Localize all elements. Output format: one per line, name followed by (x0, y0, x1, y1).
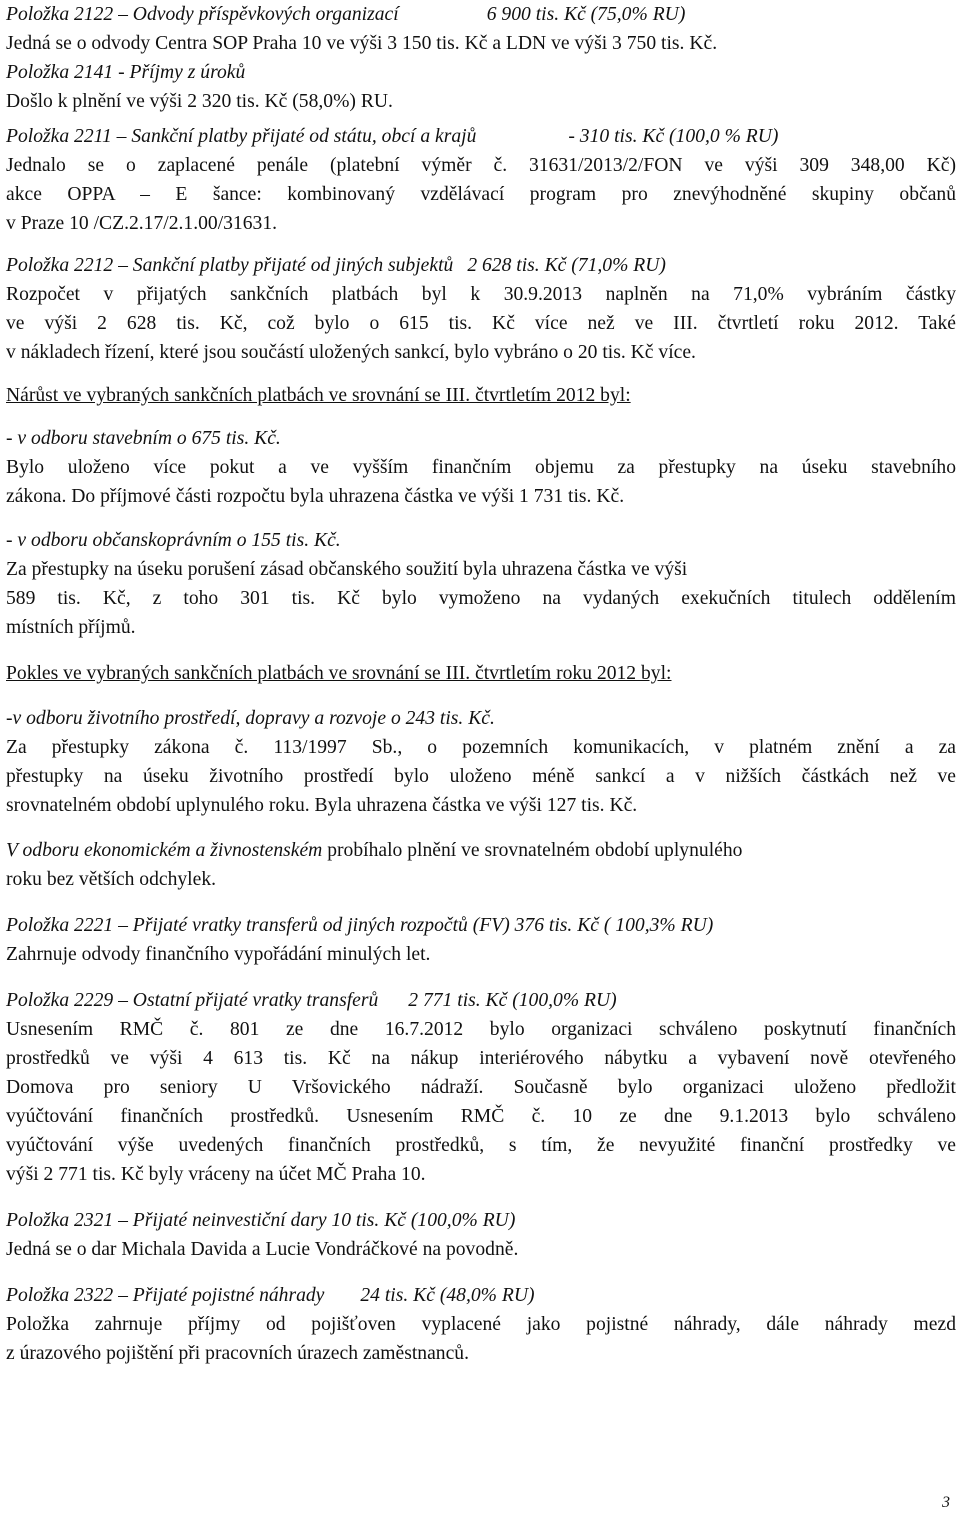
paragraph-line: Rozpočet v přijatých sankčních platbách byl k 30.9.2013 naplněn na 71,0% vybráním částky (6, 284, 956, 305)
paragraph-line: z úrazového pojištění při pracovních úrazech zaměstnanců. (6, 1343, 469, 1364)
section-heading: Položka 2321 – Přijaté neinvestiční dary 10 tis. Kč (100,0% RU) (6, 1210, 516, 1231)
paragraph-line: ve výši 2 628 tis. Kč, což bylo o 615 tis. Kč více než ve III. čtvrtletí roku 2012. Také (6, 313, 956, 334)
paragraph-line: Jedná se o odvody Centra SOP Praha 10 ve výši 3 150 tis. Kč a LDN ve výši 3 750 tis. Kč. (6, 33, 718, 54)
paragraph-line: Zahrnuje odvody finančního vypořádání minulých let. (6, 944, 431, 965)
paragraph-line: Jednalo se o zaplacené penále (platební výměr č. 31631/2013/2/FON ve výši 309 348,00 Kč) (6, 155, 956, 176)
section-heading: Položka 2229 – Ostatní přijaté vratky transferů 2 771 tis. Kč (100,0% RU) (6, 990, 617, 1011)
paragraph-line: V odboru ekonomickém a živnostenském probíhalo plnění ve srovnatelném období uplynulého (6, 840, 743, 861)
paragraph-line: vyúčtování finančních prostředků. Usnesením RMČ č. 10 ze dne 9.1.2013 bylo schváleno (6, 1106, 956, 1127)
paragraph-line: přestupky na úseku životního prostředí bylo uloženo méně sankcí a v nižších částkách než ve (6, 766, 956, 787)
paragraph-line: Za přestupky na úseku porušení zásad občanského soužití byla uhrazena částka ve výši (6, 559, 688, 580)
paragraph-line: Došlo k plnění ve výši 2 320 tis. Kč (58,0%) RU. (6, 91, 393, 112)
sub-heading: - v odboru občanskoprávním o 155 tis. Kč. (6, 530, 341, 551)
paragraph-line: zákona. Do příjmové části rozpočtu byla uhrazena částka ve výši 1 731 tis. Kč. (6, 486, 625, 507)
paragraph-line: akce OPPA – E šance: kombinovaný vzdělávací program pro znevýhodněné skupiny občanů (6, 184, 956, 205)
section-heading: Položka 2122 – Odvody příspěvkových organizací 6 900 tis. Kč (75,0% RU) (6, 4, 686, 25)
paragraph-line: Položka zahrnuje příjmy od pojišťoven vyplacené jako pojistné náhrady, dále náhrady mezd (6, 1314, 956, 1335)
section-heading: Položka 2322 – Přijaté pojistné náhrady 24 tis. Kč (48,0% RU) (6, 1285, 535, 1306)
underlined-heading: Nárůst ve vybraných sankčních platbách ve srovnání se III. čtvrtletím 2012 byl: (6, 385, 631, 406)
paragraph-line: místních příjmů. (6, 617, 136, 638)
section-heading: Položka 2211 – Sankční platby přijaté od státu, obcí a krajů - 310 tis. Kč (100,0 % RU) (6, 126, 779, 147)
section-heading: Položka 2141 - Příjmy z úroků (6, 62, 246, 83)
paragraph-line: v nákladech řízení, které jsou součástí uložených sankcí, bylo vybráno o 20 tis. Kč více. (6, 342, 696, 363)
paragraph-line: roku bez větších odchylek. (6, 869, 217, 890)
page-number: 3 (942, 1494, 950, 1511)
paragraph-line: Bylo uloženo více pokut a ve vyšším finančním objemu za přestupky na úseku stavebního (6, 457, 956, 478)
sub-heading: - v odboru stavebním o 675 tis. Kč. (6, 428, 281, 449)
sub-heading: -v odboru životního prostředí, dopravy a rozvoje o 243 tis. Kč. (6, 708, 495, 729)
paragraph-line: Domova pro seniory U Vršovického nádraží. Současně bylo organizaci uloženo předložit (6, 1077, 956, 1098)
paragraph-line: Usnesením RMČ č. 801 ze dne 16.7.2012 bylo organizaci schváleno poskytnutí finančních (6, 1019, 956, 1040)
section-heading: Položka 2212 – Sankční platby přijaté od jiných subjektů 2 628 tis. Kč (71,0% RU) (6, 255, 666, 276)
document-page (6, 0, 956, 1368)
paragraph-line: vyúčtování výše uvedených finančních prostředků, s tím, že nevyužité finanční prostředky ve (6, 1135, 956, 1156)
section-heading: Položka 2221 – Přijaté vratky transferů od jiných rozpočtů (FV) 376 tis. Kč ( 100,3% RU) (6, 915, 714, 936)
underlined-heading: Pokles ve vybraných sankčních platbách ve srovnání se III. čtvrtletím roku 2012 byl: (6, 663, 672, 684)
paragraph-line: srovnatelném období uplynulého roku. Byla uhrazena částka ve výši 127 tis. Kč. (6, 795, 638, 816)
paragraph-line: Jedná se o dar Michala Davida a Lucie Vondráčkové na povodně. (6, 1239, 519, 1260)
paragraph-line: 589 tis. Kč, z toho 301 tis. Kč bylo vymoženo na vydaných exekučních titulech oddělením (6, 588, 956, 609)
paragraph-line: prostředků ve výši 4 613 tis. Kč na nákup interiérového nábytku a vybavení nově otevřeného (6, 1048, 956, 1069)
paragraph-line: v Praze 10 /CZ.2.17/2.1.00/31631. (6, 213, 278, 234)
paragraph-line: Za přestupky zákona č. 113/1997 Sb., o pozemních komunikacích, v platném znění a za (6, 737, 956, 758)
paragraph-line: výši 2 771 tis. Kč byly vráceny na účet MČ Praha 10. (6, 1164, 426, 1185)
